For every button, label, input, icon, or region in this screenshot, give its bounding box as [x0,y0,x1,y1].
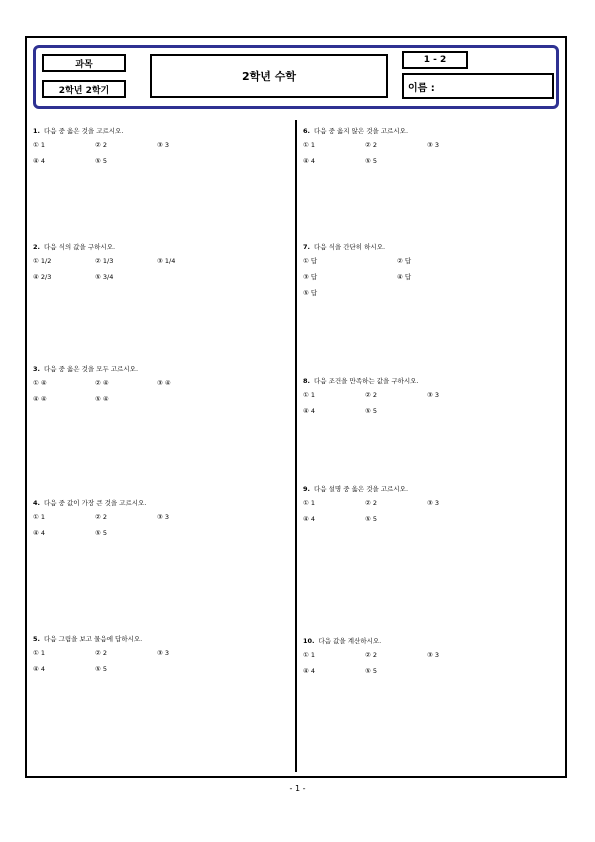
answer-option[interactable]: ⑤ 5 [365,407,378,415]
answer-option[interactable]: ⑤ 3/4 [95,273,114,281]
question-number: 2. [33,243,40,251]
answer-option[interactable]: ③ ④ [157,379,171,387]
question-text: 다음 그림을 보고 물음에 답하시오. [44,635,143,643]
question-number: 7. [303,243,310,251]
exam-sheet [25,36,567,778]
question-text: 다음 값을 계산하시오. [318,637,382,645]
question-number: 8. [303,377,310,385]
question-8 [303,376,559,416]
answer-option[interactable]: ⑤ 5 [365,157,378,165]
answer-option[interactable]: ① 1 [303,391,316,399]
answer-option[interactable]: ⑤ 5 [95,157,108,165]
answer-option[interactable]: ② 2 [365,651,378,659]
question-text: 다음 중 옳은 것을 고르시오. [44,127,124,135]
question-text: 다음 설명 중 옳은 것을 고르시오. [314,485,409,493]
answer-option[interactable]: ① 답 [303,257,318,265]
question-4 [33,498,289,538]
exam-header [33,45,559,109]
question-number: 5. [33,635,40,643]
answer-option[interactable]: ② 2 [365,499,378,507]
answer-option[interactable]: ① 1 [303,499,316,507]
question-7 [303,242,559,298]
grade-box: 2학년 2학기 [42,80,126,98]
answer-option[interactable]: ③ 3 [427,391,440,399]
answer-option[interactable]: ③ 3 [157,141,170,149]
answer-option[interactable]: ③ 3 [427,499,440,507]
answer-option[interactable]: ② 1/3 [95,257,114,265]
question-text: 다음 중 값이 가장 큰 것을 고르시오. [44,499,147,507]
exam-title: 2학년 수학 [150,54,388,98]
answer-option[interactable]: ③ 3 [157,649,170,657]
answer-option[interactable]: ② ④ [95,379,109,387]
answer-option[interactable]: ④ 4 [33,157,46,165]
class-code-box: 1 - 2 [402,51,468,69]
question-text: 다음 식을 간단히 하시오. [314,243,386,251]
answer-option[interactable]: ② 2 [365,141,378,149]
name-field[interactable]: 이름 : [402,73,554,99]
page-number: - 1 - [289,784,306,793]
answer-option[interactable]: ③ 3 [157,513,170,521]
answer-option[interactable]: ② 2 [95,649,108,657]
answer-option[interactable]: ④ 4 [303,157,316,165]
question-number: 9. [303,485,310,493]
answer-option[interactable]: ① ④ [33,379,47,387]
question-2 [33,242,289,282]
answer-option[interactable]: ③ 답 [303,273,318,281]
answer-option[interactable]: ④ 답 [397,273,412,281]
subject-box: 과목 [42,54,126,72]
answer-option[interactable]: ④ 4 [303,667,316,675]
answer-option[interactable]: ① 1 [303,651,316,659]
answer-option[interactable]: ④ 4 [33,529,46,537]
answer-option[interactable]: ③ 3 [427,141,440,149]
answer-option[interactable]: ④ 4 [303,515,316,523]
question-1 [33,126,289,166]
question-text: 다음 조건을 만족하는 값을 구하시오. [314,377,419,385]
answer-option[interactable]: ① 1 [303,141,316,149]
answer-option[interactable]: ① 1/2 [33,257,52,265]
question-text: 다음 식의 값을 구하시오. [44,243,116,251]
question-number: 6. [303,127,310,135]
answer-option[interactable]: ① 1 [33,513,46,521]
question-text: 다음 중 옳지 않은 것을 고르시오. [314,127,409,135]
answer-option[interactable]: ③ 1/4 [157,257,176,265]
answer-option[interactable]: ① 1 [33,649,46,657]
question-5 [33,634,289,674]
question-text: 다음 중 옳은 것을 모두 고르시오. [44,365,139,373]
answer-option[interactable]: ① 1 [33,141,46,149]
question-number: 4. [33,499,40,507]
answer-option[interactable]: ⑤ 5 [95,529,108,537]
answer-option[interactable]: ③ 3 [427,651,440,659]
answer-option[interactable]: ② 답 [397,257,412,265]
answer-option[interactable]: ⑤ ④ [95,395,109,403]
answer-option[interactable]: ④ 4 [33,665,46,673]
question-3 [33,364,289,404]
answer-option[interactable]: ② 2 [95,141,108,149]
answer-option[interactable]: ④ 4 [303,407,316,415]
question-10 [303,636,559,676]
answer-option[interactable]: ④ 2/3 [33,273,52,281]
question-6 [303,126,559,166]
column-divider [295,120,297,772]
question-number: 1. [33,127,40,135]
question-9 [303,484,559,524]
answer-option[interactable]: ⑤ 5 [95,665,108,673]
answer-option[interactable]: ② 2 [95,513,108,521]
answer-option[interactable]: ⑤ 5 [365,515,378,523]
question-number: 3. [33,365,40,373]
answer-option[interactable]: ② 2 [365,391,378,399]
question-number: 10. [303,637,315,645]
answer-option[interactable]: ④ ④ [33,395,47,403]
answer-option[interactable]: ⑤ 5 [365,667,378,675]
answer-option[interactable]: ⑤ 답 [303,289,318,297]
